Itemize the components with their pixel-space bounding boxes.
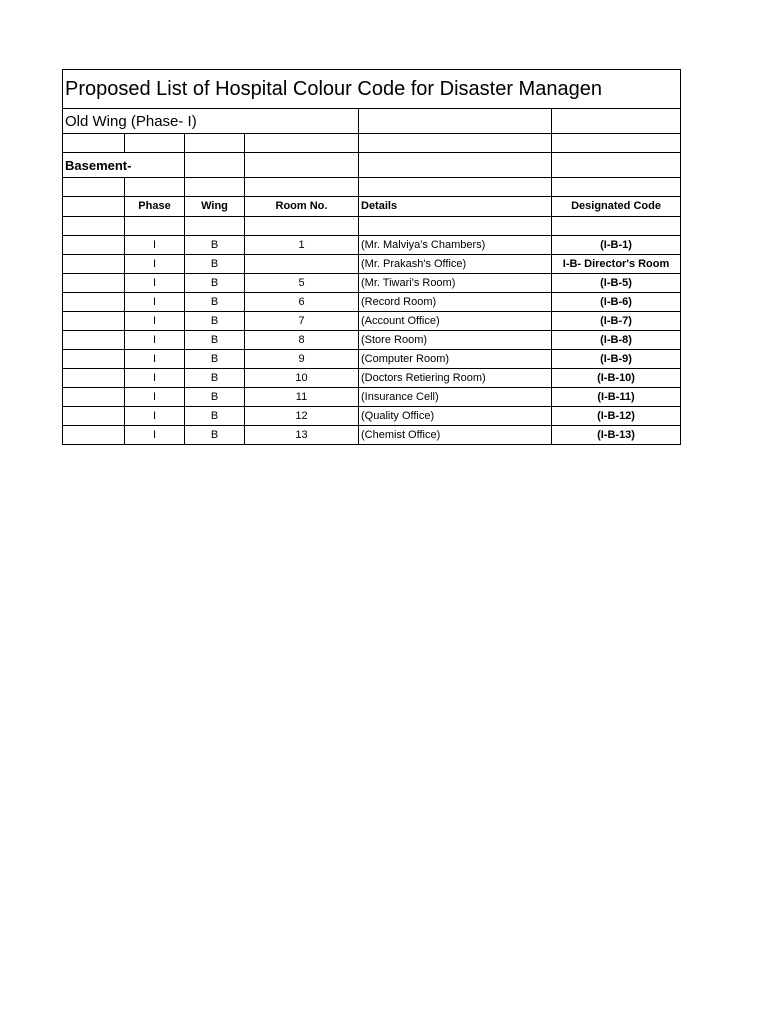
- row-index-cell: [63, 312, 125, 331]
- section-row: [63, 153, 681, 178]
- designated-code-cell: (I-B-12): [552, 407, 681, 426]
- header-room-no: Room No.: [245, 197, 359, 217]
- designated-code-cell: (I-B-7): [552, 312, 681, 331]
- room-no-cell: 8: [245, 331, 359, 350]
- phase-cell: I: [125, 407, 185, 426]
- phase-cell: I: [125, 274, 185, 293]
- details-cell: (Mr. Malviya's Chambers): [359, 236, 552, 255]
- header-row: [63, 197, 681, 217]
- details-cell: (Insurance Cell): [359, 388, 552, 407]
- phase-cell: I: [125, 312, 185, 331]
- details-cell: (Doctors Retiering Room): [359, 369, 552, 388]
- wing-cell: B: [185, 426, 245, 445]
- designated-code-cell: (I-B-5): [552, 274, 681, 293]
- details-cell: (Record Room): [359, 293, 552, 312]
- room-no-cell: [245, 255, 359, 274]
- room-no-cell: 11: [245, 388, 359, 407]
- wing-cell: B: [185, 407, 245, 426]
- header-details: Details: [359, 197, 552, 217]
- phase-cell: I: [125, 255, 185, 274]
- row-index-cell: [63, 407, 125, 426]
- details-cell: (Mr. Tiwari's Room): [359, 274, 552, 293]
- header-phase: Phase: [125, 197, 185, 217]
- blank-row: [63, 134, 681, 153]
- room-no-cell: 10: [245, 369, 359, 388]
- room-no-cell: 13: [245, 426, 359, 445]
- designated-code-cell: (I-B-13): [552, 426, 681, 445]
- designated-code-cell: (I-B-9): [552, 350, 681, 369]
- wing-cell: B: [185, 255, 245, 274]
- wing-cell: B: [185, 312, 245, 331]
- blank-row: [63, 178, 681, 197]
- phase-cell: I: [125, 293, 185, 312]
- table-row: [63, 369, 681, 388]
- table-row: [63, 274, 681, 293]
- details-cell: (Account Office): [359, 312, 552, 331]
- row-index-cell: [63, 293, 125, 312]
- wing-cell: B: [185, 369, 245, 388]
- room-no-cell: 1: [245, 236, 359, 255]
- row-index-cell: [63, 350, 125, 369]
- phase-cell: I: [125, 236, 185, 255]
- row-index-cell: [63, 331, 125, 350]
- designated-code-cell: (I-B-10): [552, 369, 681, 388]
- row-index-cell: [63, 426, 125, 445]
- table-row: [63, 426, 681, 445]
- row-index-cell: [63, 255, 125, 274]
- wing-cell: B: [185, 274, 245, 293]
- designated-code-cell: (I-B-11): [552, 388, 681, 407]
- section-heading: Basement-: [65, 157, 132, 173]
- table-row: [63, 407, 681, 426]
- wing-subtitle: Old Wing (Phase- I): [65, 112, 197, 130]
- phase-cell: I: [125, 388, 185, 407]
- phase-cell: I: [125, 350, 185, 369]
- designated-code-cell: (I-B-6): [552, 293, 681, 312]
- wing-cell: B: [185, 350, 245, 369]
- table-row: [63, 388, 681, 407]
- row-index-cell: [63, 369, 125, 388]
- wing-cell: B: [185, 236, 245, 255]
- phase-cell: I: [125, 426, 185, 445]
- header-wing: Wing: [185, 197, 245, 217]
- designated-code-cell: (I-B-8): [552, 331, 681, 350]
- spreadsheet: [62, 69, 680, 445]
- table-row: [63, 331, 681, 350]
- details-cell: (Store Room): [359, 331, 552, 350]
- wing-cell: B: [185, 388, 245, 407]
- room-no-cell: 12: [245, 407, 359, 426]
- details-cell: (Mr. Prakash's Office): [359, 255, 552, 274]
- row-index-cell: [63, 236, 125, 255]
- designated-code-cell: I-B- Director's Room: [552, 255, 681, 274]
- table-row: [63, 293, 681, 312]
- table-row: [63, 255, 681, 274]
- phase-cell: I: [125, 369, 185, 388]
- room-no-cell: 9: [245, 350, 359, 369]
- subtitle-row: [63, 109, 681, 134]
- room-no-cell: 5: [245, 274, 359, 293]
- table-row: [63, 350, 681, 369]
- wing-cell: B: [185, 293, 245, 312]
- room-code-table: [62, 69, 681, 445]
- room-no-cell: 6: [245, 293, 359, 312]
- details-cell: (Quality Office): [359, 407, 552, 426]
- document-title: Proposed List of Hospital Colour Code for Disaster Managen: [65, 78, 602, 100]
- wing-cell: B: [185, 331, 245, 350]
- room-no-cell: 7: [245, 312, 359, 331]
- designated-code-cell: (I-B-1): [552, 236, 681, 255]
- title-row: [63, 70, 681, 109]
- table-row: [63, 236, 681, 255]
- blank-row: [63, 217, 681, 236]
- table-row: [63, 312, 681, 331]
- row-index-cell: [63, 274, 125, 293]
- phase-cell: I: [125, 331, 185, 350]
- row-index-cell: [63, 388, 125, 407]
- details-cell: (Computer Room): [359, 350, 552, 369]
- header-designated-code: Designated Code: [552, 197, 681, 217]
- details-cell: (Chemist Office): [359, 426, 552, 445]
